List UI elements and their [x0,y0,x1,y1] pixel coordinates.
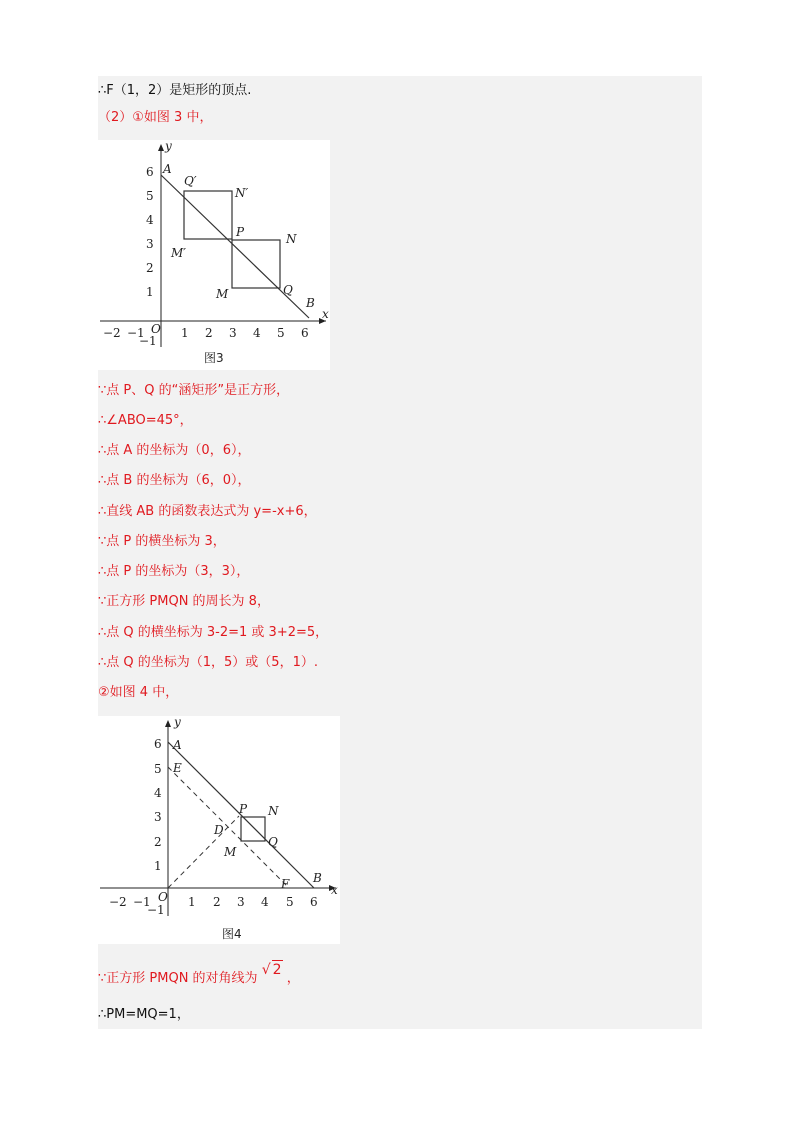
y-axis-label: y [165,140,172,153]
point-n-prime-label: N′ [235,186,249,200]
x-axis-label: x [322,307,329,321]
x-tick: 5 [277,326,285,340]
y-tick: 5 [154,762,162,776]
text-line-1: ∴F（1，2）是矩形的顶点. [98,83,252,98]
text-line-3: ∵点 P、Q 的“涵矩形”是正方形， [98,383,290,398]
comma-text: ， [286,971,300,986]
x-tick: 4 [261,895,269,909]
y-tick: 5 [146,189,154,203]
text-line-6: ∴点 B 的坐标为（6，0）， [98,473,251,488]
point-a-label: A [163,162,172,176]
dashed-line-ef [168,767,289,888]
point-q-label: Q [283,283,293,297]
point-m-prime-label: M′ [171,246,187,260]
x-tick: 6 [310,895,318,909]
text-line-9: ∴点 P 的坐标为（3，3）， [98,564,250,579]
text-line-5: ∴点 A 的坐标为（0，6）， [98,443,251,458]
point-f-label: F [281,877,290,891]
text-line-12: ∴点 Q 的坐标为（1，5）或（5，1）. [98,655,318,670]
point-p-label: P [236,225,245,239]
x-tick: −1 [133,895,151,909]
x-tick: 1 [188,895,196,909]
x-axis-label: x [331,883,338,897]
point-m-label: M [224,845,237,859]
x-tick: 4 [253,326,261,340]
x-tick: 2 [205,326,213,340]
y-axis-arrow-icon [158,144,164,151]
y-tick: 3 [146,237,154,251]
x-tick: −1 [127,326,145,340]
x-tick: 1 [181,326,189,340]
sqrt-radicand: 2 [272,962,282,978]
point-d-label: D [214,823,224,837]
point-p-label: P [239,802,248,816]
y-tick: 3 [154,810,162,824]
text-line-14 [98,962,300,988]
square-pm-q-prime [184,191,232,239]
x-tick: 5 [286,895,294,909]
figure-4 [98,716,340,944]
text-line-13: ②如图 4 中， [98,685,179,700]
text-line-15: ∴PM=MQ=1， [98,1007,190,1022]
y-tick: 4 [154,786,162,800]
point-q-label: Q [268,835,278,849]
square-pmqn [232,240,280,288]
y-tick: 2 [146,261,154,275]
point-a-label: A [173,738,182,752]
x-tick: 3 [229,326,237,340]
diagonal-text: ∵正方形 PMQN 的对角线为 [98,971,258,986]
origin-label: O [151,322,161,336]
text-line-2: （2）①如图 3 中， [98,110,213,125]
text-line-4: ∴∠ABO=45°， [98,413,193,428]
point-e-label: E [173,761,182,775]
y-tick: 2 [154,835,162,849]
text-line-10: ∵正方形 PMQN 的周长为 8， [98,594,270,609]
y-tick: 6 [146,165,154,179]
figure-3 [98,140,330,370]
text-line-8: ∵点 P 的横坐标为 3， [98,534,226,549]
y-tick: 4 [146,213,154,227]
x-tick: 3 [237,895,245,909]
point-q-prime-label: Q′ [184,174,197,188]
y-tick: −1 [147,903,165,917]
point-m-label: M [216,287,229,301]
figure-3-caption: 图3 [204,351,224,365]
point-n-label: N [268,804,279,818]
sqrt-2-formula [262,960,283,979]
x-tick: 6 [301,326,309,340]
y-tick: −1 [139,334,157,348]
sqrt-symbol: √ [261,962,271,978]
point-b-label: B [313,871,322,885]
point-b-label: B [306,296,315,310]
square-pmqn [241,817,265,841]
x-tick: −2 [109,895,127,909]
y-tick: 1 [146,285,154,299]
text-line-7: ∴直线 AB 的函数表达式为 y=-x+6， [98,504,317,519]
y-tick: 6 [154,737,162,751]
text-line-11: ∴点 Q 的横坐标为 3-2=1 或 3+2=5， [98,625,329,640]
x-tick: −2 [103,326,121,340]
x-tick: 2 [213,895,221,909]
figure-4-caption: 图4 [222,927,242,941]
y-axis-arrow-icon [165,720,171,727]
y-axis-label: y [174,716,181,729]
y-tick: 1 [154,859,162,873]
origin-label: O [158,890,168,904]
point-n-label: N [286,232,297,246]
